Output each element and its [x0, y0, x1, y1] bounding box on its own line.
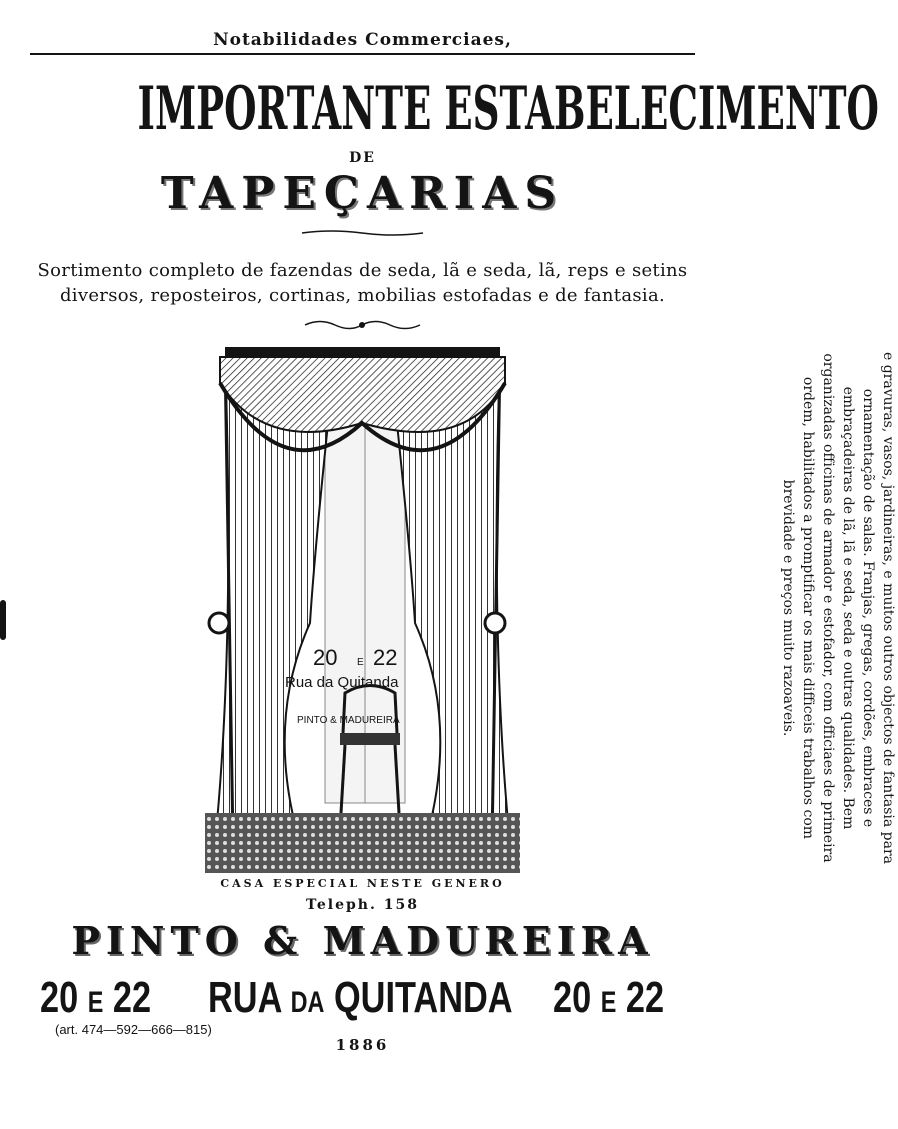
- head-rule: [30, 53, 695, 55]
- sign-street: Rua da Quitanda: [285, 674, 399, 691]
- tagline: Sortimento completo de fazendas de seda, lã e seda, lã, reps e setins diversos, reposteiros, cortinas, mobilias estofadas e de fantasia.: [37, 260, 688, 306]
- address-street-da: DA: [290, 986, 325, 1019]
- article-reference: (art. 474—592—666—815): [55, 1022, 212, 1037]
- running-head: Notabilidades Commerciaes,: [213, 30, 512, 50]
- address-street: [208, 970, 513, 1031]
- address-number-left-1: 20: [40, 973, 79, 1022]
- address-e-left: E: [87, 986, 104, 1019]
- title-ornament: [300, 229, 425, 237]
- page-edge-mark: [0, 600, 6, 640]
- address-street-rua: RUA: [208, 973, 282, 1022]
- address-number-right: [553, 970, 664, 1031]
- address-number-right-1: 20: [553, 973, 592, 1022]
- firm-name: PINTO & MADUREIRA: [71, 918, 654, 963]
- year: 1886: [335, 1036, 390, 1054]
- title-main: IMPORTANTE ESTABELECIMENTO: [137, 74, 879, 144]
- title-de: DE: [349, 150, 376, 166]
- floor-carpet: [205, 813, 520, 873]
- tagline-ornament: [300, 318, 425, 332]
- right-column-text: e gravuras, vasos, jardineiras, e muitos outros objectos de fantasia para ornamentação de salas. Franjas, gregas, cordões, embraces e embraçadeiras de lã, lã e seda, seda e outras qualidades. Bem organizadas officinas de armador e estofador, com officiaes de primeira ordem, habilitados a promptificar os mais difficeis trabalhos com brevidade e preços muito razoaveis.: [780, 351, 896, 865]
- address-number-left-2: 22: [112, 973, 152, 1022]
- address-street-name: QUITANDA: [333, 973, 513, 1022]
- caption-specialty: CASA ESPECIAL NESTE GENERO: [220, 877, 505, 890]
- telephone: Teleph. 158: [306, 897, 419, 913]
- sign-number-right: 22: [373, 645, 398, 670]
- sign-number-e: E: [357, 657, 364, 668]
- sign-number-left: 20: [313, 645, 338, 670]
- address-e-right: E: [600, 986, 617, 1019]
- curtain-illustration: [205, 343, 520, 873]
- sign-firm: PINTO & MADUREIRA: [297, 715, 400, 726]
- address-number-right-2: 22: [625, 973, 665, 1022]
- curtain-rod: [225, 347, 500, 357]
- title-sub: TAPEÇARIAS: [160, 168, 565, 219]
